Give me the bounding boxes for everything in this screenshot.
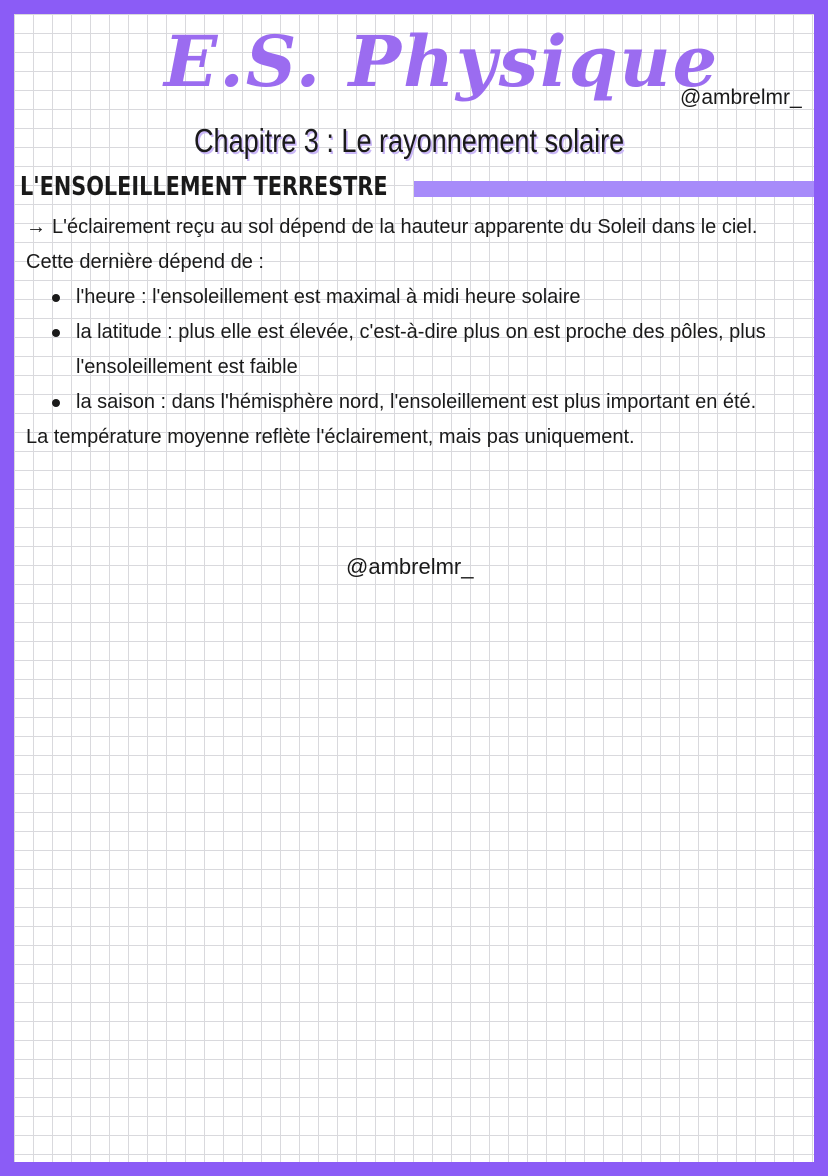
conclusion-text: La température moyenne reflète l'éclairement, mais pas uniquement. — [26, 426, 635, 448]
page-title: E.S. Physique — [164, 20, 720, 103]
list-item: la saison : dans l'hémisphère nord, l'ensoleillement est plus important en été. — [26, 385, 814, 420]
author-handle: @ambrelmr_ — [680, 86, 802, 109]
chapter-title: Chapitre 3 : Le rayonnement solaire — [194, 122, 625, 159]
list-item: la latitude : plus elle est élevée, c'est-à-dire plus on est proche des pôles, plus l'ensoleillement est faible — [26, 315, 814, 385]
arrow-icon: → — [26, 216, 46, 238]
bullet-list — [26, 280, 814, 420]
watermark-handle: @ambrelmr_ — [346, 554, 474, 579]
list-item: l'heure : l'ensoleillement est maximal à midi heure solaire — [26, 280, 814, 315]
heading-highlight-bar — [414, 181, 814, 197]
section-body — [26, 210, 814, 455]
lead-text: Cette dernière dépend de : — [26, 251, 264, 273]
intro-line — [26, 210, 814, 245]
intro-text: L'éclairement reçu au sol dépend de la hauteur apparente du Soleil dans le ciel. — [52, 216, 758, 238]
notebook-page — [14, 14, 814, 1162]
section-heading: L'ENSOLEILLEMENT TERRESTRE — [20, 172, 388, 202]
